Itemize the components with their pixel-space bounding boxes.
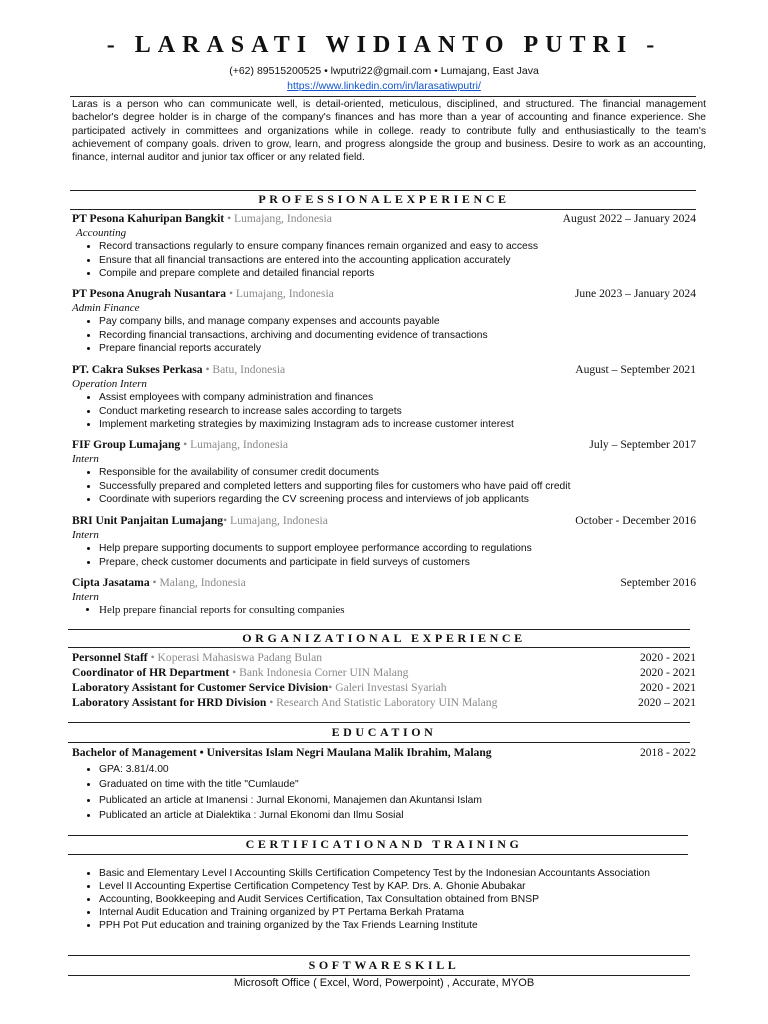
job-role: Intern xyxy=(72,591,99,603)
section-rule-bottom xyxy=(68,975,690,976)
section-rule-bottom xyxy=(68,854,688,855)
job-duty: • Recording financial transactions, archiving and documenting evidence of transactions xyxy=(99,329,696,343)
job-company: FIF Group Lumajang xyxy=(72,438,181,451)
job-duty: • Successfully prepared and completed letters and supporting files for customers who have paid off credit xyxy=(99,480,696,494)
section-rule-top xyxy=(70,190,696,191)
education-detail: • Publicated an article at Imanensi : Jurnal Ekonomi, Manajemen dan Akuntansi Islam xyxy=(99,792,696,809)
job-duty: • Ensure that all financial transactions are entered into the accounting application accurately xyxy=(99,254,696,268)
job-location: • Lumajang, Indonesia xyxy=(223,514,328,527)
job-duty: • Help prepare financial reports for consulting companies xyxy=(99,604,696,618)
software-skills: Microsoft Office ( Excel, Word, Powerpoint) , Accurate, MYOB xyxy=(233,977,535,989)
linkedin-line xyxy=(0,80,768,92)
org-title: Laboratory Assistant for Customer Service Division xyxy=(72,681,329,694)
section-title-professional: PROFESSIONALEXPERIENCE xyxy=(258,192,510,206)
job-duty: • Prepare financial reports accurately xyxy=(99,342,696,356)
job-role: Admin Finance xyxy=(72,302,140,314)
section-title-education: EDUCATION xyxy=(331,725,437,739)
section-title-organizational: ORGANIZATIONAL EXPERIENCE xyxy=(242,631,526,645)
org-entry xyxy=(72,666,696,681)
education-header xyxy=(72,746,696,761)
job-company: BRI Unit Panjaitan Lumajang xyxy=(72,514,224,527)
org-title: Personnel Staff xyxy=(72,651,148,664)
job-dates: August 2022 – January 2024 xyxy=(562,212,696,225)
job-header xyxy=(72,212,696,227)
job-entry xyxy=(72,363,696,432)
job-location: • Batu, Indonesia xyxy=(202,363,286,376)
job-company: PT Pesona Anugrah Nusantara xyxy=(72,287,227,300)
job-header xyxy=(72,438,696,453)
section-rule-top xyxy=(68,835,688,836)
job-role: Accounting xyxy=(76,227,127,239)
job-header xyxy=(72,363,696,378)
job-header xyxy=(72,287,696,302)
org-entry xyxy=(72,651,696,666)
org-entry xyxy=(72,696,696,711)
education-details xyxy=(72,762,696,823)
org-name: • Koperasi Mahasiswa Padang Bulan xyxy=(147,651,323,664)
job-duties xyxy=(72,315,696,356)
certification-item: • Basic and Elementary Level I Accounting Skills Certification Competency Test by the Indonesian Accountants Association xyxy=(99,867,696,880)
section-rule-top xyxy=(68,955,690,956)
job-dates: June 2023 – January 2024 xyxy=(574,287,696,300)
section-title-certification: CERTIFICATIONAND TRAINING xyxy=(245,837,523,851)
job-dates: October - December 2016 xyxy=(575,514,696,527)
linkedin-link[interactable]: https://www.linkedin.com/in/larasatiwputri/ xyxy=(287,80,481,92)
section-rule-top xyxy=(68,722,690,723)
job-duty: • Pay company bills, and manage company expenses and accounts payable xyxy=(99,315,696,329)
certification-list xyxy=(72,867,696,932)
education-detail: • Graduated on time with the title "Cumlaude" xyxy=(99,777,696,792)
org-years: 2020 – 2021 xyxy=(638,696,696,709)
education-entry xyxy=(72,746,696,823)
job-duty: • Responsible for the availability of consumer credit documents xyxy=(99,466,696,480)
job-role: Intern xyxy=(72,529,99,541)
org-years: 2020 - 2021 xyxy=(639,651,696,664)
job-duties xyxy=(72,391,696,432)
job-location: • Lumajang, Indonesia xyxy=(226,287,334,300)
profile-summary: Laras is a person who can communicate well, is detail-oriented, meticulous, disciplined, and structured. The financial management bachelor's degree holder is in charge of the company's finances and has more than a year of accounting and finance experience. She participated actively in committees and organizations while in college. ready to contribute fully and enthusiastically to the team's achievement of company goals. driven to grow, learn, and progress alongside the group and business. Desire to work as an accounting, finance, internal auditor and junior tax officer or any related field. xyxy=(72,99,706,164)
candidate-name: - LARASATI WIDIANTO PUTRI - xyxy=(106,32,662,58)
job-duty: • Help prepare supporting documents to support employee performance according to regulations xyxy=(99,542,696,556)
job-duty: • Record transactions regularly to ensure company finances remain organized and easy to access xyxy=(99,240,696,254)
job-duty: • Compile and prepare complete and detailed financial reports xyxy=(99,267,696,281)
job-role: Intern xyxy=(72,453,99,465)
education-degree: Bachelor of Management • Universitas Islam Negri Maulana Malik Ibrahim, Malang xyxy=(72,746,492,759)
job-duty: • Implement marketing strategies by maximizing Instagram ads to increase customer interest xyxy=(99,418,696,432)
certification-item: • PPH Pot Put education and training organized by the Tax Friends Learning Institute xyxy=(99,919,696,932)
job-location: • Malang, Indonesia xyxy=(149,576,246,589)
section-rule-bottom xyxy=(68,647,690,648)
org-title: Coordinator of HR Department xyxy=(72,666,230,679)
org-entry xyxy=(72,681,696,696)
job-entry xyxy=(72,287,696,356)
job-dates: September 2016 xyxy=(620,576,696,589)
job-duty: • Coordinate with superiors regarding the CV screening process and interviews of job applicants xyxy=(99,493,696,507)
job-dates: July – September 2017 xyxy=(589,438,696,451)
org-years: 2020 - 2021 xyxy=(639,681,696,694)
certification-item: • Level II Accounting Expertise Certification Competency Test by KAP. Drs. A. Ghonie Abubakar xyxy=(99,880,696,893)
job-duties xyxy=(72,240,696,281)
job-duty: • Prepare, check customer documents and participate in field surveys of customers xyxy=(99,556,696,570)
contact-line: (+62) 89515200525 • lwputri22@gmail.com • Lumajang, East Java xyxy=(229,65,539,77)
job-location: • Lumajang, Indonesia xyxy=(180,438,288,451)
org-years: 2020 - 2021 xyxy=(639,666,696,679)
job-duties xyxy=(72,604,696,618)
certification-item: • Internal Audit Education and Training organized by PT Pertama Berkah Pratama xyxy=(99,906,696,919)
section-rule-top xyxy=(68,629,690,630)
job-duties xyxy=(72,542,696,569)
education-detail: • GPA: 3.81/4.00 xyxy=(99,762,696,777)
job-company: PT Pesona Kahuripan Bangkit xyxy=(72,212,225,225)
job-duty: • Assist employees with company administration and finances xyxy=(99,391,696,405)
job-entry xyxy=(72,576,696,618)
education-detail: • Publicated an article at Dialektika : Jurnal Ekonomi dan Ilmu Sosial xyxy=(99,809,696,823)
section-rule-bottom xyxy=(70,209,696,210)
org-name: • Research And Statistic Laboratory UIN Malang xyxy=(266,696,498,709)
job-header xyxy=(72,576,696,591)
job-duties xyxy=(72,466,696,507)
org-name: • Bank Indonesia Corner UIN Malang xyxy=(229,666,409,679)
job-dates: August – September 2021 xyxy=(575,363,696,376)
org-title: Laboratory Assistant for HRD Division xyxy=(72,696,267,709)
section-rule-bottom xyxy=(68,742,690,743)
section-title-software: SOFTWARESKILL xyxy=(308,958,460,972)
job-entry xyxy=(72,514,696,569)
job-role: Operation Intern xyxy=(72,378,147,390)
job-duty: • Conduct marketing research to increase sales according to targets xyxy=(99,405,696,419)
job-location: • Lumajang, Indonesia xyxy=(224,212,332,225)
job-header xyxy=(72,514,696,529)
job-entry xyxy=(72,212,696,281)
education-years: 2018 - 2022 xyxy=(639,746,696,759)
certification-list-wrap xyxy=(72,867,696,932)
job-company: PT. Cakra Sukses Perkasa xyxy=(72,363,203,376)
job-company: Cipta Jasatama xyxy=(72,576,150,589)
certification-item: • Accounting, Bookkeeping and Audit Services Certification, Tax Consultation obtained from BNSP xyxy=(99,893,696,906)
org-name: • Galeri Investasi Syariah xyxy=(328,681,447,694)
job-entry xyxy=(72,438,696,507)
header-divider xyxy=(70,96,696,97)
